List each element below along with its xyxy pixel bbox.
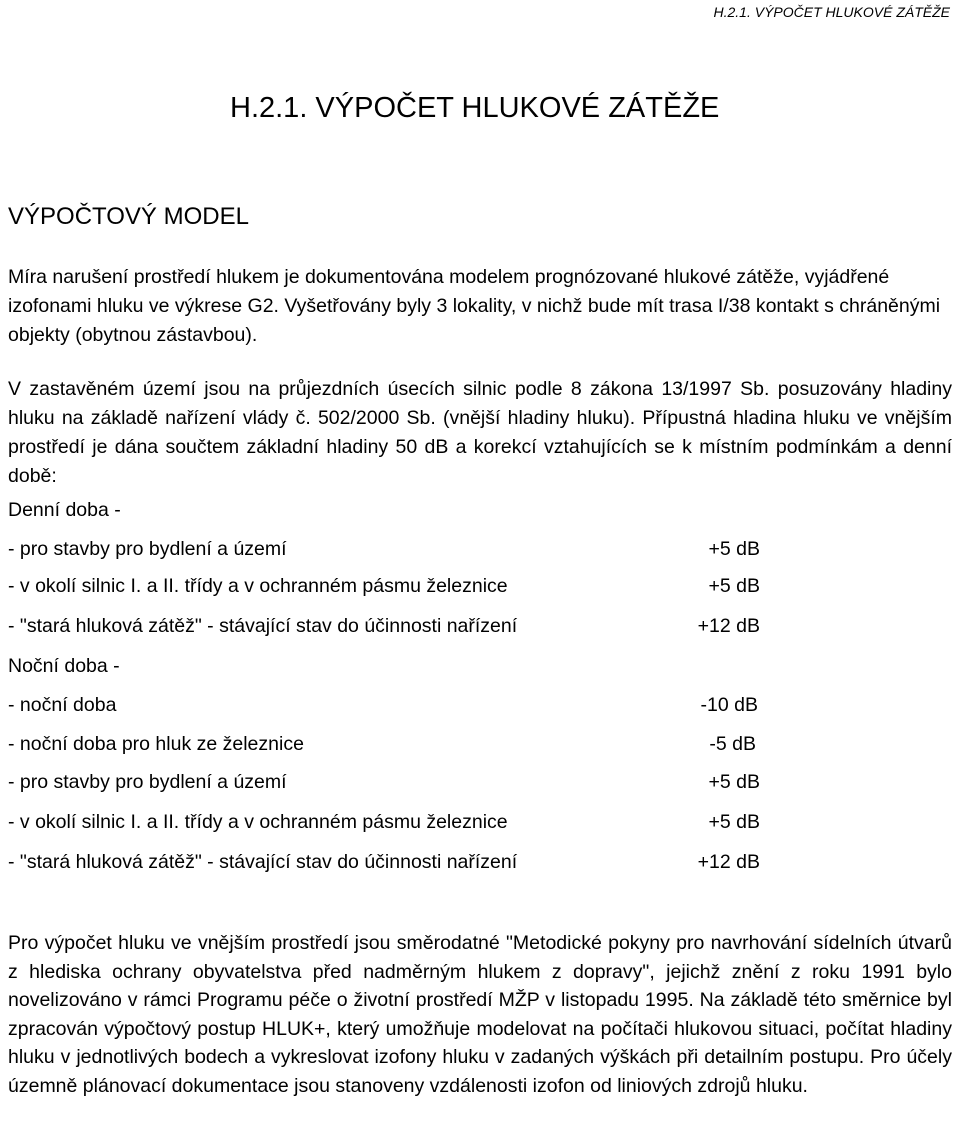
row-value: -5 dB [709, 733, 756, 755]
page-title: H.2.1. VÝPOČET HLUKOVÉ ZÁTĚŽE [230, 92, 720, 124]
row-label: - "stará hluková zátěž" - stávající stav do účinnosti nařízení [8, 615, 518, 637]
row-label: - pro stavby pro bydlení a území [8, 538, 287, 560]
row-value: +5 dB [708, 538, 760, 560]
running-header: H.2.1. VÝPOČET HLUKOVÉ ZÁTĚŽE [713, 4, 950, 20]
row-label: - v okolí silnic I. a II. třídy a v ochranném pásmu železnice [8, 575, 508, 597]
row-value: +12 dB [697, 615, 760, 637]
intro-paragraph: Míra narušení prostředí hlukem je dokumentována modelem prognózované hlukové zátěže, vyjádřené izofonami hluku ve výkrese G2. Vyšetřovány byly 3 lokality, v nichž bude mít trasa I/38 kontakt s chráněnými objekty (obytnou zástavbou). [8, 266, 941, 346]
night-heading: Noční doba - [8, 655, 120, 677]
section-heading: VÝPOČTOVÝ MODEL [8, 203, 249, 230]
row-value: +5 dB [708, 575, 760, 597]
day-row [8, 612, 760, 640]
row-value: -10 dB [700, 694, 758, 716]
row-label: - "stará hluková zátěž" - stávající stav do účinnosti nařízení [8, 851, 518, 873]
row-label: - noční doba [8, 694, 117, 716]
row-label: - v okolí silnic I. a II. třídy a v ochranném pásmu železnice [8, 811, 508, 833]
methodology-paragraph: Pro výpočet hluku ve vnějším prostředí jsou směrodatné "Metodické pokyny pro navrhování sídelních útvarů z hlediska ochrany obyvatelstva před nadměrným hlukem z dopravy", jejichž znění z roku 1991 bylo novelizováno v rámci Programu péče o životní prostředí MŽP v listopadu 1995. Na základě této směrnice byl zpracován výpočtový postup HLUK+, který umožňuje modelovat na počítači hlukovou situaci, počítat hladiny hluku v jednotlivých bodech a vykreslovat izofony hluku v zadaných výškách při detailním postupu. Pro účely územně plánovací dokumentace jsou stanoveny vzdálenosti izofon od liniových zdrojů hluku. [8, 932, 952, 1097]
night-row [8, 808, 760, 836]
row-value: +5 dB [708, 811, 760, 833]
night-row [8, 730, 760, 758]
day-row [8, 572, 760, 600]
day-row [8, 535, 760, 563]
night-row [8, 768, 760, 796]
row-label: - noční doba pro hluk ze železnice [8, 733, 304, 755]
row-value: +12 dB [697, 851, 760, 873]
row-value: +5 dB [708, 771, 760, 793]
night-row [8, 848, 760, 876]
row-label: - pro stavby pro bydlení a území [8, 771, 287, 793]
regulation-paragraph: V zastavěném území jsou na průjezdních úsecích silnic podle 8 zákona 13/1997 Sb. posuzovány hladiny hluku na základě nařízení vlády č. 502/2000 Sb. (vnější hladiny hluku). Přípustná hladina hluku ve vnějším prostředí je dána součtem základní hladiny 50 dB a korekcí vztahujících se k místním podmínkám a denní době: [8, 378, 952, 487]
day-heading: Denní doba - [8, 499, 121, 521]
night-row [8, 691, 760, 719]
